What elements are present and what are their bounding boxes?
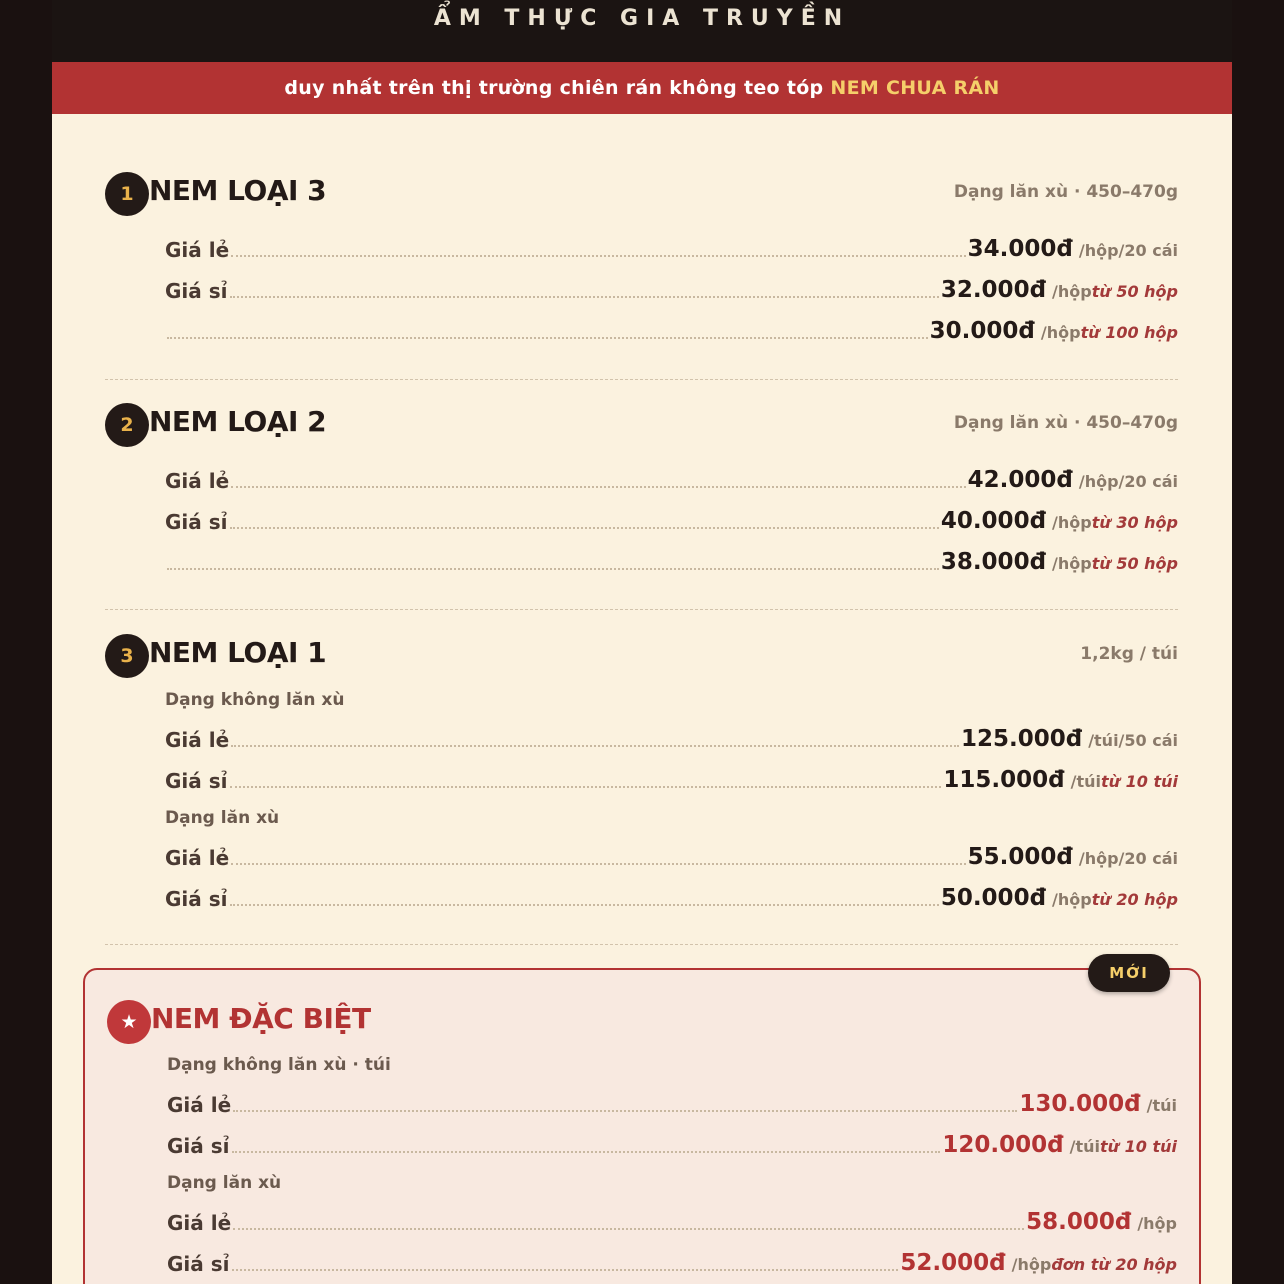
- price-unit: /túi: [1146, 1096, 1177, 1115]
- price-unit: /túi/50 cái: [1088, 731, 1178, 750]
- price-value: 42.000đ: [967, 467, 1073, 493]
- dot-leader: [232, 1269, 899, 1271]
- section-meta: Dạng lăn xù · 450–470g: [953, 182, 1178, 202]
- special-card: [83, 968, 1201, 1284]
- price-label: Giá lẻ: [165, 846, 230, 870]
- price-condition: từ 30 hộp: [1091, 513, 1178, 532]
- price-row: [165, 840, 1178, 870]
- dot-leader: [233, 1228, 1024, 1230]
- variant-label: Dạng không lăn xù: [165, 690, 345, 710]
- price-condition: đơn từ 20 hộp: [1051, 1255, 1177, 1274]
- dot-leader: [231, 255, 966, 257]
- variant-label: Dạng không lăn xù · túi: [167, 1055, 391, 1075]
- price-condition: từ 50 hộp: [1091, 554, 1178, 573]
- dot-leader: [231, 745, 959, 747]
- new-badge: MỚI: [1088, 954, 1170, 992]
- price-value: 125.000đ: [960, 726, 1083, 752]
- price-label: Giá sỉ: [165, 510, 228, 534]
- section-title: NEM ĐẶC BIỆT: [151, 1002, 371, 1035]
- section-meta: 1,2kg / túi: [1080, 644, 1178, 664]
- dot-leader: [231, 486, 966, 488]
- price-label: Giá lẻ: [165, 469, 230, 493]
- price-row: [167, 1246, 1177, 1276]
- price-row: [165, 881, 1178, 911]
- brand-title: ẨM THỰC GIA TRUYỀN: [433, 6, 851, 31]
- banner-text: duy nhất trên thị trường chiên rán không teo tóp: [284, 77, 831, 99]
- price-row: [165, 273, 1178, 303]
- price-unit: /hộp: [1040, 323, 1081, 342]
- dot-leader: [167, 568, 939, 570]
- price-unit: /hộp/20 cái: [1078, 241, 1178, 260]
- price-value: 40.000đ: [940, 508, 1047, 534]
- section-header: [105, 634, 1178, 678]
- dot-leader: [232, 1151, 941, 1153]
- price-unit: /hộp: [1052, 890, 1092, 909]
- section-nem-loai-2: [105, 403, 1178, 575]
- section-header: [105, 403, 1178, 447]
- price-condition: từ 100 hộp: [1080, 323, 1178, 342]
- price-unit: /hộp: [1052, 513, 1092, 532]
- price-row: [165, 463, 1178, 493]
- price-unit: /hộp: [1011, 1255, 1052, 1274]
- section-title: NEM LOẠI 1: [149, 636, 327, 669]
- promo-banner: [52, 62, 1232, 114]
- section-divider: [105, 379, 1178, 380]
- menu-page: [52, 0, 1232, 1284]
- price-value: 55.000đ: [967, 844, 1073, 870]
- price-value: 32.000đ: [940, 277, 1047, 303]
- variant-label: Dạng lăn xù: [165, 808, 280, 828]
- price-condition: từ 50 hộp: [1091, 282, 1178, 301]
- section-divider: [105, 944, 1178, 945]
- price-value: 120.000đ: [942, 1132, 1064, 1158]
- price-row: [167, 1205, 1177, 1235]
- dot-leader: [230, 527, 939, 529]
- section-title: NEM LOẠI 2: [149, 405, 327, 438]
- price-label: Giá sỉ: [167, 1252, 230, 1276]
- dot-leader: [230, 904, 939, 906]
- price-row: [167, 1128, 1177, 1158]
- price-unit: /túi: [1070, 772, 1102, 791]
- price-unit: /hộp: [1052, 554, 1092, 573]
- section-number-badge: 3: [105, 634, 149, 678]
- star-icon: ★: [107, 1000, 151, 1044]
- price-label: Giá lẻ: [167, 1211, 232, 1235]
- price-row: [165, 722, 1178, 752]
- price-label: Giá sỉ: [165, 887, 228, 911]
- section-meta: Dạng lăn xù · 450–470g: [953, 413, 1178, 433]
- price-row: [167, 1087, 1177, 1117]
- price-label: Giá sỉ: [167, 1134, 230, 1158]
- variant-label: Dạng lăn xù: [167, 1173, 282, 1193]
- price-unit: /hộp/20 cái: [1078, 849, 1178, 868]
- dot-leader: [231, 863, 966, 865]
- price-value: 50.000đ: [940, 885, 1047, 911]
- section-nem-loai-1: [105, 634, 1178, 911]
- price-label: Giá lẻ: [165, 238, 230, 262]
- price-unit: /túi: [1069, 1137, 1101, 1156]
- price-unit: /hộp/20 cái: [1078, 472, 1178, 491]
- price-condition: từ 10 túi: [1101, 772, 1178, 791]
- price-row: [165, 763, 1178, 793]
- price-value: 34.000đ: [967, 236, 1073, 262]
- price-label: Giá sỉ: [165, 769, 228, 793]
- price-label: Giá lẻ: [165, 728, 230, 752]
- dot-leader: [167, 337, 928, 339]
- banner-highlight: NEM CHUA RÁN: [830, 77, 1000, 99]
- price-value: 38.000đ: [940, 549, 1047, 575]
- dot-leader: [233, 1110, 1017, 1112]
- section-nem-dac-biet: [107, 1000, 1177, 1276]
- price-condition: từ 10 túi: [1100, 1137, 1177, 1156]
- section-number-badge: 1: [105, 172, 149, 216]
- section-nem-loai-3: [105, 172, 1178, 344]
- section-number-badge: 2: [105, 403, 149, 447]
- price-label: Giá lẻ: [167, 1093, 232, 1117]
- top-bar: [52, 0, 1232, 62]
- price-row: [165, 232, 1178, 262]
- price-condition: từ 20 hộp: [1091, 890, 1178, 909]
- price-row: [165, 504, 1178, 534]
- price-label: Giá sỉ: [165, 279, 228, 303]
- price-row: [165, 545, 1178, 575]
- dot-leader: [230, 786, 942, 788]
- price-row: [165, 314, 1178, 344]
- price-unit: /hộp: [1137, 1214, 1177, 1233]
- price-unit: /hộp: [1052, 282, 1092, 301]
- section-header: [107, 1000, 1177, 1044]
- price-value: 30.000đ: [929, 318, 1035, 344]
- dot-leader: [230, 296, 939, 298]
- price-value: 115.000đ: [943, 767, 1065, 793]
- section-divider: [105, 609, 1178, 610]
- section-header: [105, 172, 1178, 216]
- price-value: 58.000đ: [1026, 1209, 1132, 1235]
- price-value: 52.000đ: [900, 1250, 1006, 1276]
- price-value: 130.000đ: [1019, 1091, 1141, 1117]
- section-title: NEM LOẠI 3: [149, 174, 327, 207]
